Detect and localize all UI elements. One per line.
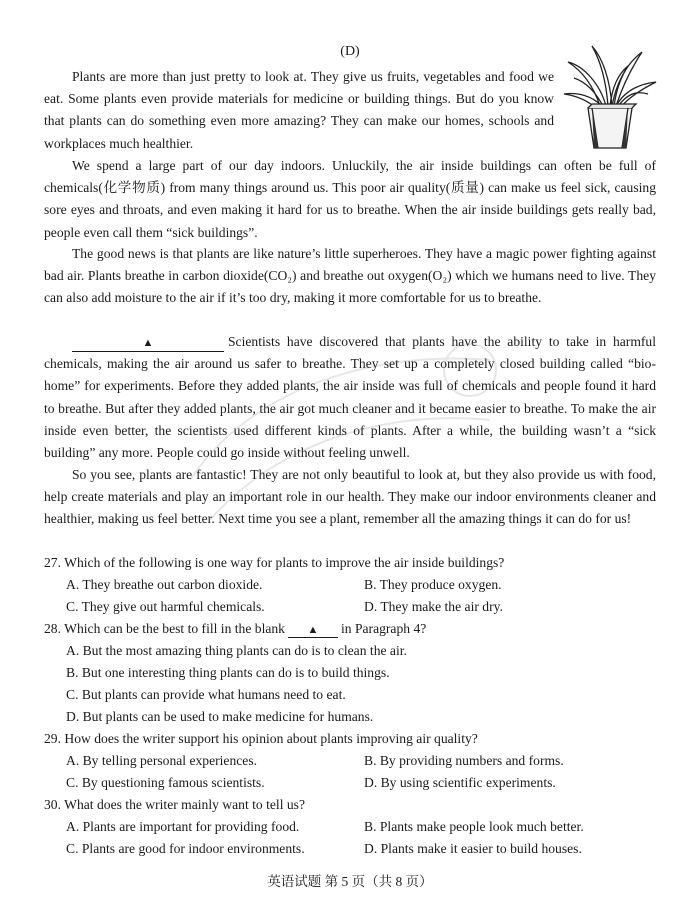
question-29-option-a[interactable]: A. By telling personal experiences. <box>66 753 258 768</box>
paragraph-3 <box>44 243 656 310</box>
question-28-blank <box>288 622 338 638</box>
question-27-option-c[interactable]: C. They give out harmful chemicals. <box>66 599 265 614</box>
question-30-option-b[interactable]: B. Plants make people look much better. <box>364 819 584 834</box>
answer-blank <box>72 334 224 352</box>
question-30-option-a[interactable]: A. Plants are important for providing food. <box>66 819 300 834</box>
question-28-stem-after: in Paragraph 4? <box>340 621 427 636</box>
question-28-option-b[interactable]: B. But one interesting thing plants can do is to build things. <box>66 665 390 680</box>
paragraph-5-text: So you see, plants are fantastic! They are not only beautiful to look at, but they also provide us with food, help create materials and play an important role in our health. They make our indoor environments cleaner and healthier, making us feel better. Next time you see a plant, remember all the amazing things it can do for us! <box>44 467 656 527</box>
question-27-option-a[interactable]: A. They breathe out carbon dioxide. <box>66 577 263 592</box>
question-30-stem: 30. What does the writer mainly want to tell us? <box>44 797 305 812</box>
question-30-option-d[interactable]: D. Plants make it easier to build houses. <box>364 841 582 856</box>
question-28-option-c[interactable]: C. But plants can provide what humans need to eat. <box>66 687 346 702</box>
question-30-option-c[interactable]: C. Plants are good for indoor environments. <box>66 841 305 856</box>
potted-plant-illustration <box>562 44 658 150</box>
question-29-option-c[interactable]: C. By questioning famous scientists. <box>66 775 265 790</box>
question-29-stem: 29. How does the writer support his opinion about plants improving air quality? <box>44 731 478 746</box>
paragraph-2-text: We spend a large part of our day indoors. Unluckily, the air inside buildings can often be full of chemicals(化学物质) from many things around us. This poor air quality(质量) can make us feel sick, causing sore eyes and throats, and even making it hard for us to breathe. When the air inside buildings gets really bad, people even call them “sick buildings”. <box>44 158 656 240</box>
question-28-option-d[interactable]: D. But plants can be used to make medicine for humans. <box>66 709 374 724</box>
paragraph-2 <box>44 155 656 244</box>
question-27-option-b[interactable]: B. They produce oxygen. <box>364 577 502 592</box>
question-28-stem <box>44 618 656 640</box>
question-28-option-a[interactable]: A. But the most amazing thing plants can do is to clean the air. <box>66 643 407 658</box>
triangle-marker-icon: ▲ <box>307 624 319 636</box>
paragraph-1-text: Plants are more than just pretty to look at. They give us fruits, vegetables and food we eat. Some plants even provide materials for medicine or building things. But do you know that plants can do something even more amazing? They can make our homes, schools and workplaces much healthier. <box>44 69 554 151</box>
question-28-stem-before: 28. Which can be the best to fill in the blank <box>44 621 285 636</box>
question-29-option-d[interactable]: D. By using scientific experiments. <box>364 775 556 790</box>
paragraph-4 <box>44 331 656 464</box>
paragraph-3-text: The good news is that plants are like nature’s little superheroes. They have a magic power fighting against bad air. Plants breathe in carbon dioxide(CO₂) and breathe out oxygen(O₂) which we humans need to live. They can also add moisture to the air if it’s too dry, making it more comfortable for us to breathe. <box>44 246 656 306</box>
paragraph-5 <box>44 464 656 531</box>
page-footer: 英语试题 第 5 页（共 8 页） <box>267 874 433 889</box>
paragraph-1 <box>44 66 554 155</box>
question-27-stem: 27. Which of the following is one way for plants to improve the air inside buildings? <box>44 555 505 570</box>
section-heading: (D) <box>340 44 360 59</box>
triangle-marker-icon: ▲ <box>142 337 154 349</box>
question-27-option-d[interactable]: D. They make the air dry. <box>364 599 503 614</box>
paragraph-4-text: Scientists have discovered that plants have the ability to take in harmful chemicals, making the air around us safer to breathe. They set up a completely closed building called “bio-home” for experiments. Before they added plants, the air inside was full of chemicals and people found it hard to breathe. But after they added plants, the air got much cleaner and it became easier to breathe. To make the air inside even better, the scientists used different kinds of plants. After a while, the building wasn’t a “sick building” any more. People could go inside without feeling unwell. <box>44 334 656 461</box>
question-29-option-b[interactable]: B. By providing numbers and forms. <box>364 753 564 768</box>
